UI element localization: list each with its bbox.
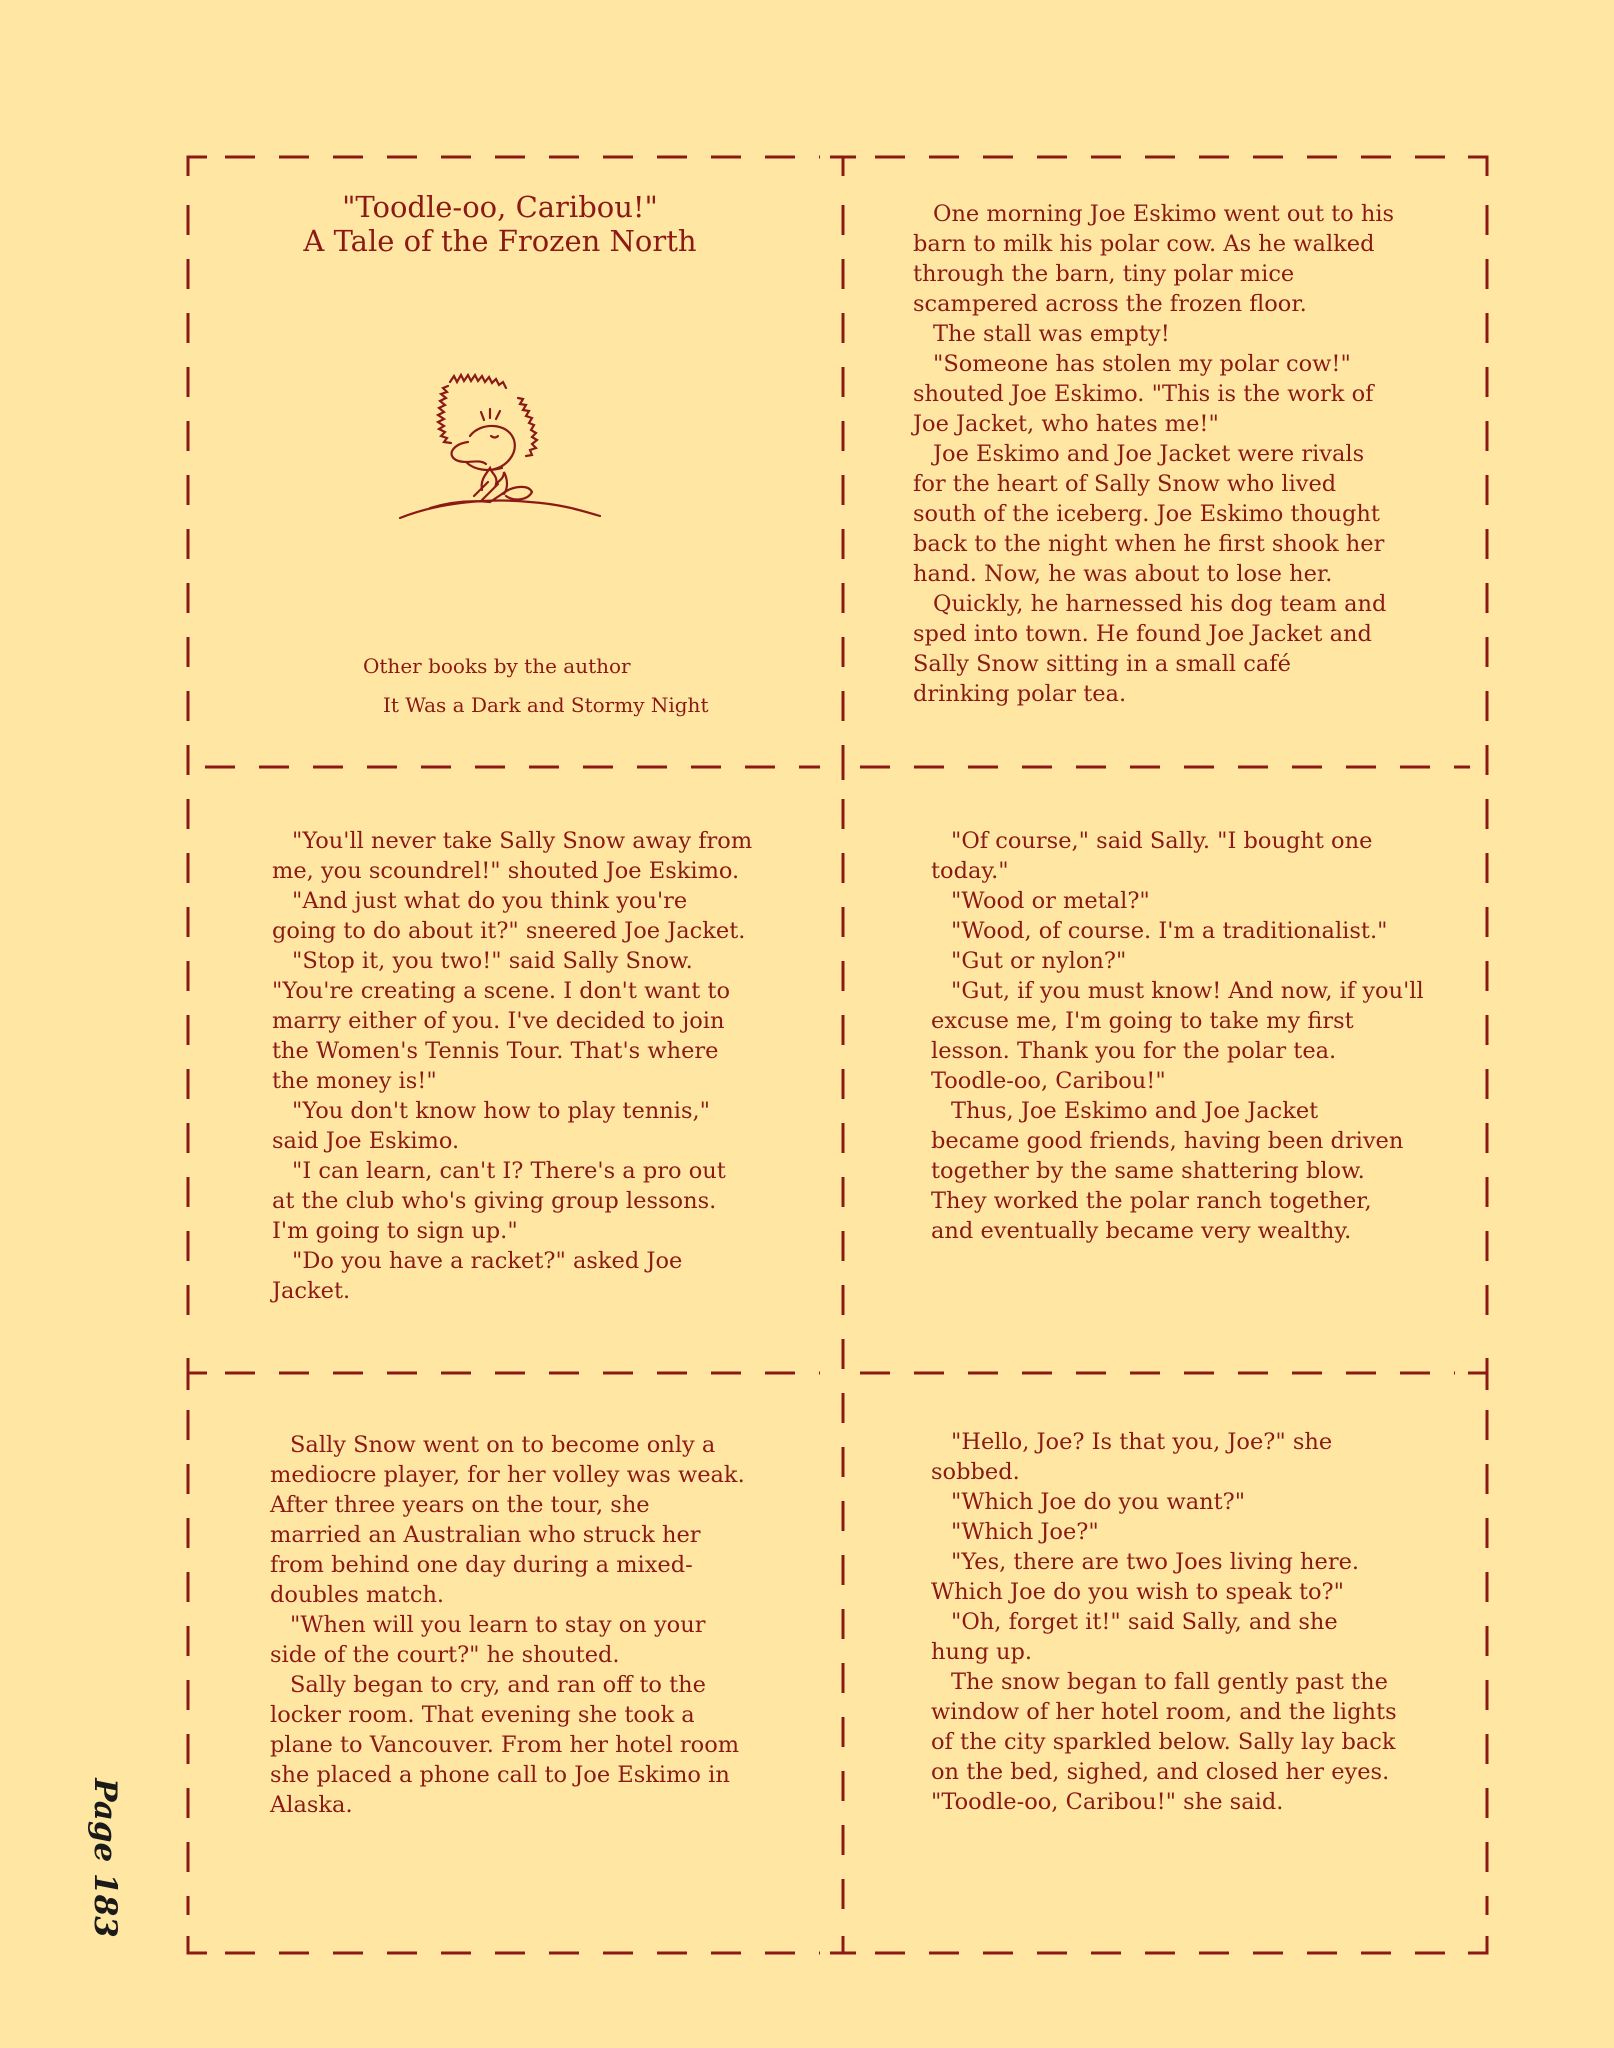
paragraph: Thus, Joe Eskimo and Joe Jacket became good friends, having been driven together by the same shattering blow. They worked the polar ranch together, and eventually became very wealthy. — [931, 1098, 1404, 1244]
other-books-heading: Other books by the author — [363, 654, 631, 678]
paragraph: "Wood or metal?" — [951, 888, 1150, 914]
panel-bottom-right — [931, 1427, 1471, 1817]
panel-bottom-left — [270, 1430, 815, 1820]
bird-at-campfire-icon — [370, 340, 630, 555]
paragraph: The snow began to fall gently past the window of her hotel room, and the lights of the city sparkled below. Sally lay back on the bed, sighed, and closed her eyes. "Toodle-oo, Caribou!" she said. — [931, 1669, 1397, 1815]
paragraph: Sally began to cry, and ran off to the locker room. That evening she took a plane to Vancouver. From her hotel room she placed a phone call to Joe Eskimo in Alaska. — [270, 1672, 740, 1818]
paragraph: "When will you learn to stay on your side of the court?" he shouted. — [270, 1612, 706, 1668]
paragraph: "Hello, Joe? Is that you, Joe?" she sobbed. — [931, 1429, 1333, 1485]
paragraph: Quickly, he harnessed his dog team and sped into town. He found Joe Jacket and Sally Snow sitting in a small café drinking polar tea. — [913, 591, 1387, 707]
paragraph: "Which Joe?" — [951, 1519, 1099, 1545]
paragraph: "Oh, forget it!" said Sally, and she hung up. — [931, 1609, 1338, 1665]
paragraph: "Of course," said Sally. "I bought one today." — [931, 828, 1373, 884]
title-line-1: "Toodle-oo, Caribou!" — [342, 190, 658, 224]
title-line-2: A Tale of the Frozen North — [303, 224, 697, 258]
other-book-title: It Was a Dark and Stormy Night — [383, 693, 709, 717]
panel-top-right — [913, 199, 1453, 709]
book-title — [260, 190, 740, 258]
paragraph: "Wood, of course. I'm a traditionalist." — [951, 918, 1388, 944]
paragraph: Sally Snow went on to become only a mediocre player, for her volley was weak. After three years on the tour, she married an Australian who struck her from behind one day during a mixed- doubles match. — [270, 1432, 745, 1608]
page-number — [88, 1778, 122, 1938]
paragraph: "I can learn, can't I? There's a pro out at the club who's giving group lessons. I'm going to sign up." — [272, 1158, 726, 1244]
paragraph: One morning Joe Eskimo went out to his barn to milk his polar cow. As he walked through the barn, tiny polar mice scampered across the frozen floor. — [913, 201, 1395, 317]
panel-middle-right — [931, 826, 1471, 1246]
paragraph: "Someone has stolen my polar cow!" shouted Joe Eskimo. "This is the work of Joe Jacket, who hates me!" — [913, 351, 1374, 437]
paragraph: Joe Eskimo and Joe Jacket were rivals for the heart of Sally Snow who lived south of the iceberg. Joe Eskimo thought back to the night when he first shook her hand. Now, he was about to lose her. — [913, 441, 1385, 587]
paragraph: "Gut, if you must know! And now, if you'll excuse me, I'm going to take my first lesson. Thank you for the polar tea. Toodle-oo, Caribou!" — [931, 978, 1424, 1094]
paragraph: "Stop it, you two!" said Sally Snow. "You're creating a scene. I don't want to marry either of you. I've decided to join the Women's Tennis Tour. That's where the money is!" — [272, 948, 731, 1094]
paragraph: "You don't know how to play tennis," said Joe Eskimo. — [272, 1098, 710, 1154]
page-number-label: Page 183 — [87, 1778, 123, 1938]
paragraph: "Do you have a racket?" asked Joe Jacket. — [272, 1248, 683, 1304]
paragraph: "You'll never take Sally Snow away from me, you scoundrel!" shouted Joe Eskimo. — [272, 828, 753, 884]
paragraph: "Yes, there are two Joes living here. Which Joe do you wish to speak to?" — [931, 1549, 1360, 1605]
paragraph: "Which Joe do you want?" — [951, 1489, 1246, 1515]
paragraph: "Gut or nylon?" — [951, 948, 1127, 974]
paragraph: The stall was empty! — [933, 321, 1170, 347]
panel-middle-left — [272, 826, 817, 1306]
paragraph: "And just what do you think you're going to do about it?" sneered Joe Jacket. — [272, 888, 746, 944]
